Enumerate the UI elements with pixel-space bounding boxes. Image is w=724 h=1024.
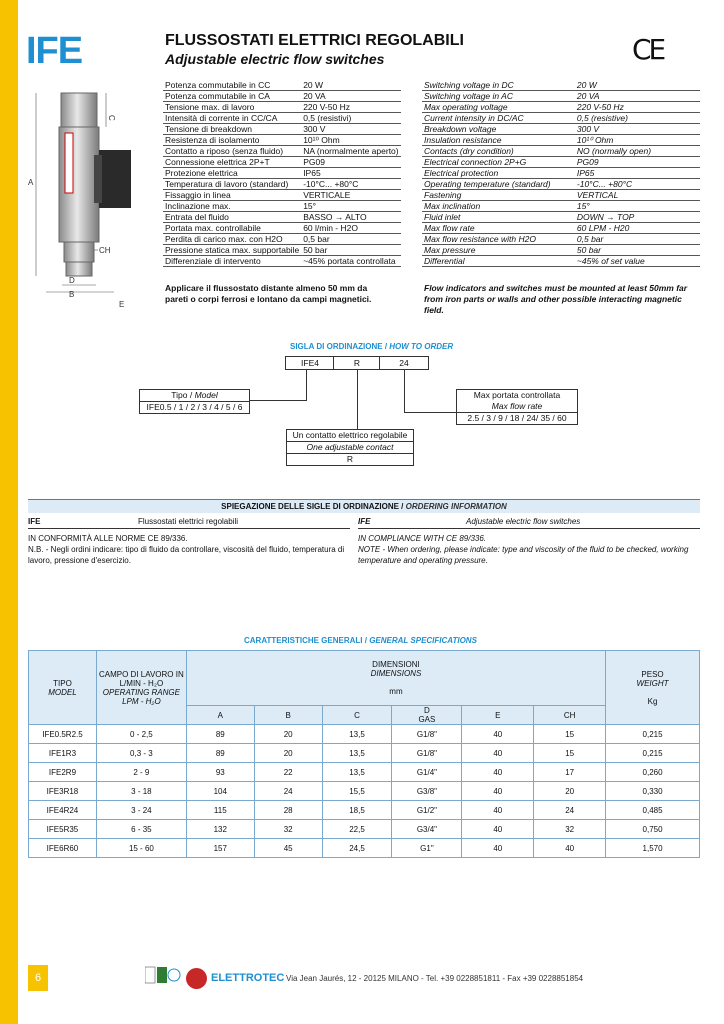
spec-label: Max pressure	[422, 245, 575, 256]
table-row	[29, 839, 700, 858]
spec-row-en	[422, 168, 700, 179]
table-cell: IFE1R3	[29, 744, 97, 763]
spec-label: Portata max. controllabile	[163, 223, 301, 234]
specs-table-en	[422, 80, 700, 267]
spec-row-en	[422, 124, 700, 135]
col-range: CAMPO DI LAVORO IN L/MIN - H₂O OPERATING RANGE LPM - H₂O	[96, 651, 186, 725]
table-cell: 0,750	[606, 820, 700, 839]
col-a: A	[186, 706, 254, 725]
table-cell: 40	[462, 820, 534, 839]
table-cell: 24	[254, 782, 322, 801]
table-cell: 20	[534, 782, 606, 801]
table-cell: 2 - 9	[96, 763, 186, 782]
info-row-it: IFE Flussostati elettrici regolabili	[28, 517, 350, 529]
dim-label-c: C	[107, 115, 116, 121]
col-c: C	[322, 706, 392, 725]
table-cell: 1,570	[606, 839, 700, 858]
table-cell: G1/8"	[392, 725, 462, 744]
spec-row-en	[422, 256, 700, 267]
spec-label: Switching voltage in DC	[422, 80, 575, 91]
table-cell: 45	[254, 839, 322, 858]
page-title: FLUSSOSTATI ELETTRICI REGOLABILI	[165, 32, 464, 49]
table-cell: 104	[186, 782, 254, 801]
dim-label-b: B	[69, 290, 75, 299]
general-specs-heading: CARATTERISTICHE GENERALI / GENERAL SPECIFICATIONS	[244, 636, 477, 645]
spec-label: Fastening	[422, 190, 575, 201]
spec-row-en	[422, 245, 700, 256]
dim-label-e: E	[119, 300, 125, 309]
spec-value: -10°C... +80°C	[575, 179, 700, 190]
spec-label: Contatto a riposo (senza fluido)	[163, 146, 301, 157]
spec-row-it	[163, 245, 401, 256]
spec-value: 220 V-50 Hz	[575, 102, 700, 113]
page-subtitle: Adjustable electric flow switches	[165, 51, 385, 67]
connector	[357, 369, 358, 430]
code-flow: 24	[379, 356, 429, 370]
spec-value: ~45% portata controllata	[301, 256, 400, 267]
spec-value: -10°C... +80°C	[301, 179, 400, 190]
col-b: B	[254, 706, 322, 725]
spec-label: Insulation resistance	[422, 135, 575, 146]
spec-row-it	[163, 190, 401, 201]
spec-row-it	[163, 135, 401, 146]
table-cell: G1/2"	[392, 801, 462, 820]
spec-value: 20 W	[301, 80, 400, 91]
spec-value: 20 VA	[301, 91, 400, 102]
spec-value: VERTICALE	[301, 190, 400, 201]
table-cell: 0,215	[606, 725, 700, 744]
table-cell: 15	[534, 725, 606, 744]
spec-value: 60 l/min - H2O	[301, 223, 400, 234]
table-row	[29, 744, 700, 763]
spec-row-it	[163, 168, 401, 179]
spec-label: Differenziale di intervento	[163, 256, 301, 267]
spec-row-en	[422, 146, 700, 157]
spec-row-en	[422, 113, 700, 124]
product-drawing	[26, 85, 156, 310]
flow-box: Max portata controllata Max flow rate 2.5 / 3 / 9 / 18 / 24/ 35 / 60	[456, 389, 578, 425]
table-cell: 0,3 - 3	[96, 744, 186, 763]
spec-value: 20 VA	[575, 91, 700, 102]
table-cell: 40	[462, 744, 534, 763]
contact-box: Un contatto elettrico regolabile One adjustable contact R	[286, 429, 414, 466]
product-code: IFE	[26, 30, 83, 72]
spec-value: 220 V-50 Hz	[301, 102, 400, 113]
table-cell: 40	[534, 839, 606, 858]
spec-label: Operating temperature (standard)	[422, 179, 575, 190]
table-cell: 13,5	[322, 725, 392, 744]
table-cell: 32	[254, 820, 322, 839]
spec-value: NO (normally open)	[575, 146, 700, 157]
spec-label: Tensione max. di lavoro	[163, 102, 301, 113]
spec-row-en	[422, 80, 700, 91]
table-cell: G1"	[392, 839, 462, 858]
table-cell: G3/4"	[392, 820, 462, 839]
connector	[248, 400, 307, 401]
table-cell: 0 - 2,5	[96, 725, 186, 744]
spec-label: Electrical connection 2P+G	[422, 157, 575, 168]
specs-table-it	[163, 80, 401, 267]
spec-value: 0,5 bar	[301, 234, 400, 245]
dim-label-ch: CH	[99, 246, 111, 255]
spec-label: Protezione elettrica	[163, 168, 301, 179]
table-cell: 6 - 35	[96, 820, 186, 839]
spec-row-en	[422, 190, 700, 201]
spec-value: 300 V	[301, 124, 400, 135]
spec-value: 60 LPM - H20	[575, 223, 700, 234]
spec-label: Perdita di carico max. con H2O	[163, 234, 301, 245]
spec-row-it	[163, 91, 401, 102]
table-row	[29, 820, 700, 839]
spec-row-it	[163, 201, 401, 212]
spec-label: Entrata del fluido	[163, 212, 301, 223]
ce-mark: CE	[632, 33, 664, 66]
table-cell: 40	[462, 801, 534, 820]
brand-name: ELETTROTEC	[211, 972, 285, 984]
table-cell: 3 - 18	[96, 782, 186, 801]
spec-value: PG09	[575, 157, 700, 168]
col-ch: CH	[534, 706, 606, 725]
table-cell: 40	[462, 763, 534, 782]
table-cell: IFE2R9	[29, 763, 97, 782]
spec-label: Max operating voltage	[422, 102, 575, 113]
spec-value: 10¹⁰ Ohm	[301, 135, 400, 146]
dim-label-d: D	[69, 276, 75, 285]
spec-value: 50 bar	[301, 245, 400, 256]
spec-value: IP65	[575, 168, 700, 179]
table-cell: 13,5	[322, 744, 392, 763]
footer-address: Via Jean Jaurés, 12 - 20125 MILANO - Tel. +39 0228851811 - Fax +39 0228851854	[286, 974, 584, 983]
table-cell: G1/4"	[392, 763, 462, 782]
table-row	[29, 725, 700, 744]
spec-row-en	[422, 157, 700, 168]
note-en: Flow indicators and switches must be mounted at least 50mm far from iron parts or walls and other possible interacting magnetic field.	[424, 283, 688, 315]
spec-label: Resistenza di isolamento	[163, 135, 301, 146]
table-cell: 15	[534, 744, 606, 763]
spec-row-it	[163, 102, 401, 113]
spec-row-en	[422, 135, 700, 146]
compliance-en: IN COMPLIANCE WITH CE 89/336. NOTE - When ordering, please indicate: type and viscosity of the fluid to be checked, working temperature and operating pressure.	[358, 534, 689, 565]
table-cell: 0,330	[606, 782, 700, 801]
table-cell: G3/8"	[392, 782, 462, 801]
table-row	[29, 801, 700, 820]
info-row-en: IFE Adjustable electric flow switches	[358, 517, 700, 529]
connector	[404, 412, 456, 413]
brand-logo-icon	[186, 968, 207, 989]
spec-label: Connessione elettrica 2P+T	[163, 157, 301, 168]
spec-value: ~45% of set value	[575, 256, 700, 267]
spec-row-it	[163, 212, 401, 223]
spec-row-it	[163, 256, 401, 267]
table-cell: 0,485	[606, 801, 700, 820]
spec-label: Electrical protection	[422, 168, 575, 179]
table-cell: IFE5R35	[29, 820, 97, 839]
table-row	[29, 763, 700, 782]
table-cell: 13,5	[322, 763, 392, 782]
spec-row-en	[422, 91, 700, 102]
spec-value: 0,5 bar	[575, 234, 700, 245]
table-cell: 28	[254, 801, 322, 820]
spec-label: Differential	[422, 256, 575, 267]
spec-value: BASSO → ALTO	[301, 212, 400, 223]
spec-row-it	[163, 146, 401, 157]
spec-row-en	[422, 179, 700, 190]
table-cell: 0,215	[606, 744, 700, 763]
table-cell: 3 - 24	[96, 801, 186, 820]
spec-value: PG09	[301, 157, 400, 168]
spec-row-en	[422, 212, 700, 223]
table-cell: 0,260	[606, 763, 700, 782]
table-cell: 89	[186, 744, 254, 763]
ordering-heading: SIGLA DI ORDINAZIONE / HOW TO ORDER	[290, 342, 454, 351]
table-cell: 40	[462, 839, 534, 858]
table-cell: 132	[186, 820, 254, 839]
code-contact: R	[333, 356, 381, 370]
dim-label-a: A	[28, 178, 34, 187]
table-cell: 22,5	[322, 820, 392, 839]
table-cell: IFE4R24	[29, 801, 97, 820]
spec-label: Potenza commutabile in CA	[163, 91, 301, 102]
spec-label: Pressione statica max. supportabile	[165, 245, 300, 255]
spec-row-it	[163, 223, 401, 234]
spec-label: Fluid inlet	[422, 212, 575, 223]
table-cell: IFE6R60	[29, 839, 97, 858]
connector	[404, 369, 405, 412]
page-number: 6	[28, 965, 48, 991]
spec-row-it	[163, 124, 401, 135]
spec-row-en	[422, 223, 700, 234]
spec-value: 300 V	[575, 124, 700, 135]
spec-label: Breakdown voltage	[422, 124, 575, 135]
spec-label: Inclinazione max.	[163, 201, 301, 212]
spec-value: 50 bar	[575, 245, 700, 256]
spec-value: 20 W	[575, 80, 700, 91]
spec-value: 0,5 (resistive)	[575, 113, 700, 124]
ordering-info-heading: SPIEGAZIONE DELLE SIGLE DI ORDINAZIONE / ORDERING INFORMATION	[28, 499, 700, 513]
table-cell: IFE3R18	[29, 782, 97, 801]
col-weight: PESO WEIGHT Kg	[606, 651, 700, 725]
spec-label: Intensità di corrente in CC/CA	[163, 113, 301, 124]
spec-label: Tensione di breakdown	[163, 124, 301, 135]
spec-value: DOWN → TOP	[575, 212, 700, 223]
spec-row-it	[163, 113, 401, 124]
spec-value: 15°	[301, 201, 400, 212]
spec-row-it	[163, 157, 401, 168]
spec-row-en	[422, 234, 700, 245]
spec-value: VERTICAL	[575, 190, 700, 201]
table-cell: 157	[186, 839, 254, 858]
table-cell: 15,5	[322, 782, 392, 801]
spec-label: Max flow rate	[422, 223, 575, 234]
spec-label: Switching voltage in AC	[422, 91, 575, 102]
spec-value: 10¹⁰ Ohm	[575, 135, 700, 146]
table-cell: 20	[254, 744, 322, 763]
table-cell: 93	[186, 763, 254, 782]
spec-row-it	[163, 234, 401, 245]
table-cell: 89	[186, 725, 254, 744]
sidebar-stripe	[0, 0, 18, 1024]
note-it: Applicare il flussostato distante almeno 50 mm da pareti o corpi ferrosi e lontano da campi magnetici.	[165, 283, 372, 304]
col-d: D GAS	[392, 706, 462, 725]
spec-row-it	[163, 179, 401, 190]
col-dimensions: DIMENSIONI DIMENSIONS mm	[186, 651, 605, 706]
spec-value: 15°	[575, 201, 700, 212]
spec-row-en	[422, 102, 700, 113]
table-cell: IFE0.5R2.5	[29, 725, 97, 744]
table-cell: 17	[534, 763, 606, 782]
spec-row-en	[422, 201, 700, 212]
col-e: E	[462, 706, 534, 725]
table-cell: 40	[462, 725, 534, 744]
spec-label: Max flow resistance with H2O	[422, 234, 575, 245]
table-cell: 15 - 60	[96, 839, 186, 858]
table-cell: 40	[462, 782, 534, 801]
compliance-it: IN CONFORMITÀ ALLE NORME CE 89/336. N.B. - Negli ordini indicare: tipo di fluido da controllare, viscosità del fluido, temperatura di lavoro, pressione d'esercizio.	[28, 534, 345, 565]
table-cell: 32	[534, 820, 606, 839]
table-cell: 24,5	[322, 839, 392, 858]
table-cell: 24	[534, 801, 606, 820]
spec-row-it	[163, 80, 401, 91]
spec-label: Temperatura di lavoro (standard)	[163, 179, 301, 190]
table-cell: 22	[254, 763, 322, 782]
spec-label: Contacts (dry condition)	[422, 146, 575, 157]
col-model: TIPO MODEL	[29, 651, 97, 725]
table-row	[29, 782, 700, 801]
table-cell: 18,5	[322, 801, 392, 820]
spec-label: Potenza commutabile in CC	[163, 80, 301, 91]
spec-label: Fissaggio in linea	[163, 190, 301, 201]
spec-value: NA (normalmente aperto)	[303, 146, 399, 156]
certification-logos	[145, 966, 181, 988]
spec-value: 0,5 (resistivi)	[301, 113, 400, 124]
general-specs-table	[28, 650, 700, 858]
table-cell: 115	[186, 801, 254, 820]
spec-value: IP65	[301, 168, 400, 179]
connector	[306, 369, 307, 400]
model-box: Tipo / Model IFE0.5 / 1 / 2 / 3 / 4 / 5 / 6	[139, 389, 250, 414]
spec-label: Max inclination	[422, 201, 575, 212]
table-cell: G1/8"	[392, 744, 462, 763]
code-model: IFE4	[285, 356, 335, 370]
spec-label: Current intensity in DC/AC	[422, 113, 575, 124]
table-cell: 20	[254, 725, 322, 744]
